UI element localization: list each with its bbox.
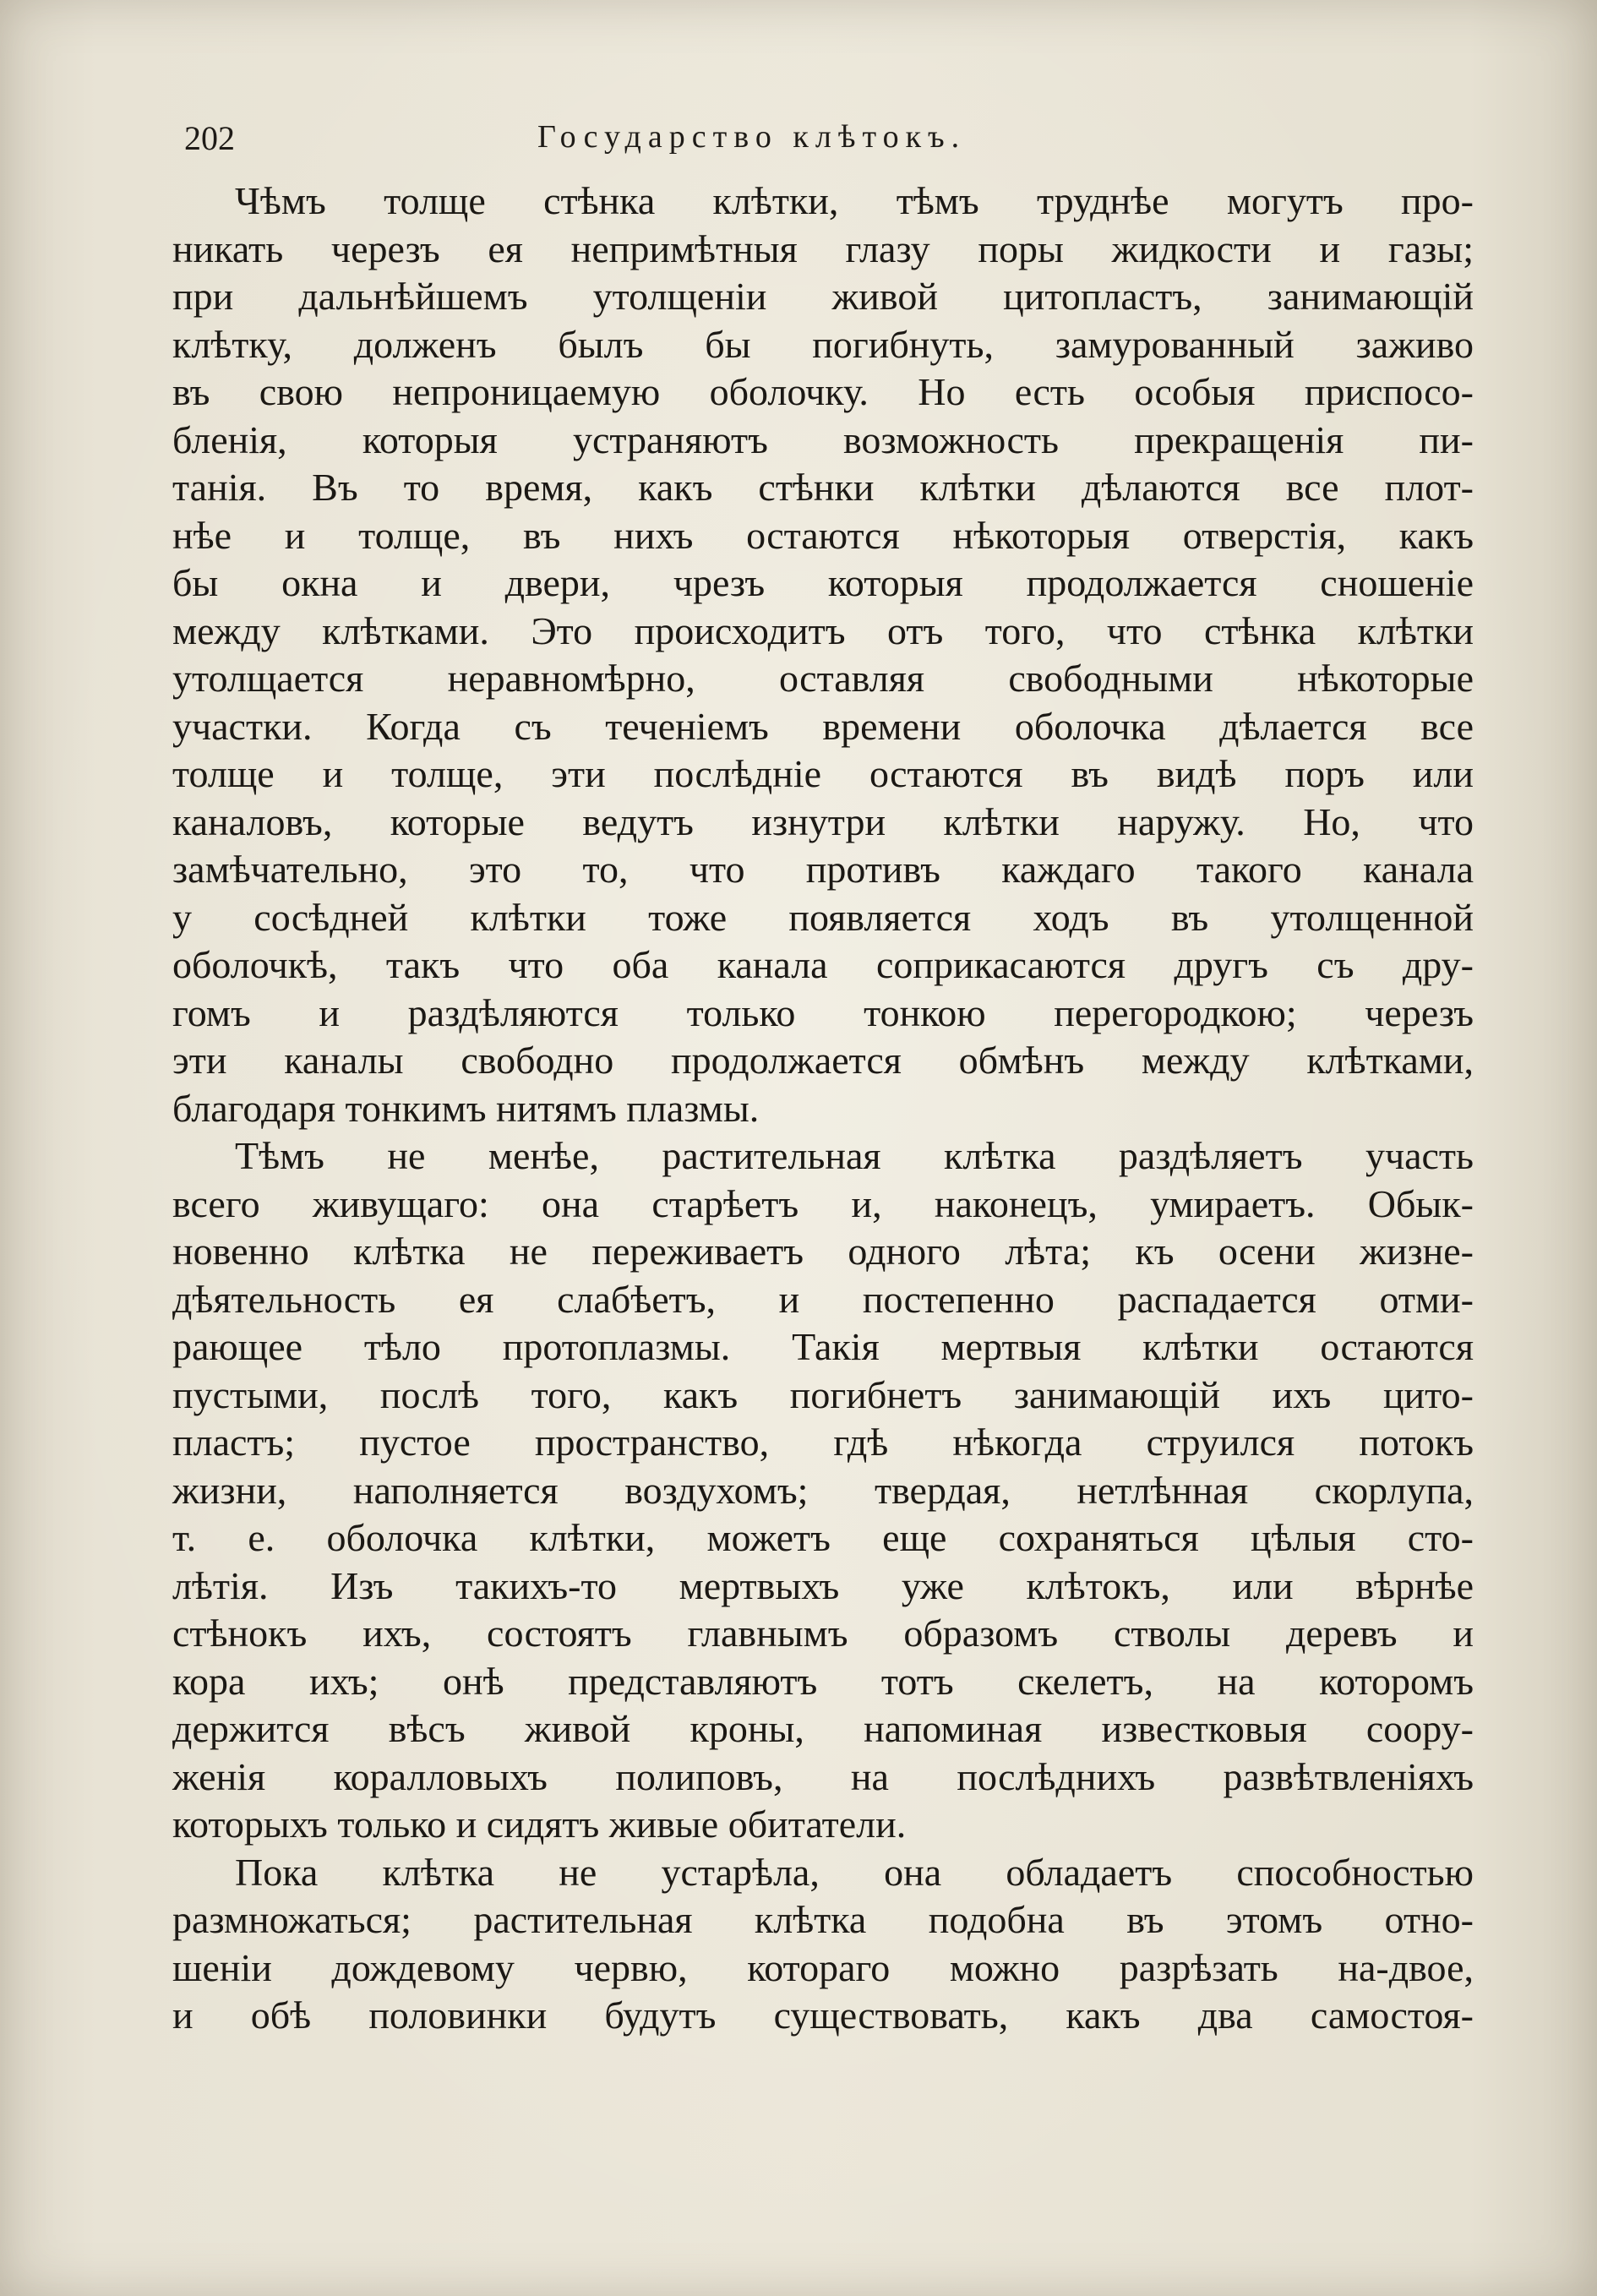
text-line: шеніи дождевому червю, котораго можно разрѣзать на-двое, [172, 1945, 1474, 1989]
body-text [172, 177, 1474, 2040]
text-line: эти каналы свободно продолжается обмѣнъ между клѣтками, [172, 1039, 1474, 1082]
paragraph-2 [172, 1132, 1474, 1849]
text-line: пластъ; пустое пространство, гдѣ нѣкогда струился потокъ [172, 1421, 1474, 1464]
text-line: при дальнѣйшемъ утолщеніи живой цитопластъ, занимающій [172, 275, 1474, 318]
text-line: Тѣмъ не менѣе, растительная клѣтка раздѣляетъ участь [235, 1134, 1474, 1177]
text-line: бленія, которыя устраняютъ возможность прекращенія пи- [172, 417, 1474, 461]
paragraph-3 [172, 1849, 1474, 2040]
text-line: лѣтія. Изъ такихъ-то мертвыхъ уже клѣтокъ, или вѣрнѣе [172, 1563, 1474, 1607]
text-line: всего живущаго: она старѣетъ и, наконецъ, умираетъ. Обык- [172, 1181, 1474, 1225]
text-line: нѣе и толще, въ нихъ остаются нѣкоторыя отверстія, какъ [172, 513, 1474, 557]
text-line: каналовъ, которые ведутъ изнутри клѣтки наружу. Но, что [172, 799, 1474, 843]
text-line: которыхъ только и сидятъ живые обитатели. [172, 1802, 907, 1846]
text-line: размножаться; растительная клѣтка подобна въ этомъ отно- [172, 1898, 1474, 1941]
text-line: новенно клѣтка не переживаетъ одного лѣта; къ осени жизне- [172, 1230, 1474, 1273]
text-line: благодаря тонкимъ нитямъ плазмы. [172, 1086, 760, 1130]
text-line: бы окна и двери, чрезъ которыя продолжается сношеніе [172, 561, 1474, 604]
text-line: Чѣмъ толще стѣнка клѣтки, тѣмъ труднѣе могутъ про- [235, 179, 1474, 222]
text-line: клѣтку, долженъ былъ бы погибнуть, замурованный заживо [172, 322, 1474, 366]
text-line: между клѣтками. Это происходитъ отъ того, что стѣнка клѣтки [172, 608, 1474, 652]
text-line: гомъ и раздѣляются только тонкою перегородкою; черезъ [172, 990, 1474, 1034]
text-line: держится вѣсъ живой кроны, напоминая известковыя соору- [172, 1707, 1474, 1750]
page-header [184, 118, 1477, 169]
running-title: Государство клѣтокъ. [537, 119, 967, 155]
text-line: т. е. оболочка клѣтки, можетъ еще сохраняться цѣлыя сто- [172, 1516, 1474, 1559]
text-line: оболочкѣ, такъ что оба канала соприкасаются другъ съ дру- [172, 943, 1474, 986]
text-line: рающее тѣло протоплазмы. Такія мертвыя клѣтки остаются [172, 1325, 1474, 1368]
text-line: Пока клѣтка не устарѣла, она обладаетъ способностью [235, 1850, 1474, 1894]
text-line: участки. Когда съ теченіемъ времени оболочка дѣлается все [172, 704, 1474, 748]
text-line: пустыми, послѣ того, какъ погибнетъ занимающій ихъ цито- [172, 1372, 1474, 1416]
text-line: танія. Въ то время, какъ стѣнки клѣтки дѣлаются все плот- [172, 466, 1474, 509]
text-line: женія коралловыхъ полиповъ, на послѣднихъ развѣтвленіяхъ [172, 1754, 1474, 1798]
text-line: жизни, наполняется воздухомъ; твердая, нетлѣнная скорлупа, [172, 1468, 1474, 1512]
text-line: въ свою непроницаемую оболочку. Но есть особыя приспосо- [172, 370, 1474, 413]
text-line: кора ихъ; онѣ представляютъ тотъ скелетъ, на которомъ [172, 1659, 1474, 1703]
text-line: толще и толще, эти послѣдніе остаются въ видѣ поръ или [172, 752, 1474, 795]
text-line: замѣчательно, это то, что противъ каждаго такого канала [172, 848, 1474, 891]
text-line: и обѣ половинки будутъ существовать, какъ два самостоя- [172, 1993, 1474, 2037]
paragraph-1 [172, 177, 1474, 1132]
text-line: утолщается неравномѣрно, оставляя свободными нѣкоторые [172, 657, 1474, 700]
page-number: 202 [184, 119, 235, 157]
text-line: никать черезъ ея непримѣтныя глазу поры жидкости и газы; [172, 226, 1474, 270]
text-line: дѣятельность ея слабѣетъ, и постепенно распадается отми- [172, 1277, 1474, 1321]
text-line: стѣнокъ ихъ, состоятъ главнымъ образомъ стволы деревъ и [172, 1612, 1474, 1655]
text-line: у сосѣдней клѣтки тоже появляется ходъ въ утолщенной [172, 895, 1474, 939]
